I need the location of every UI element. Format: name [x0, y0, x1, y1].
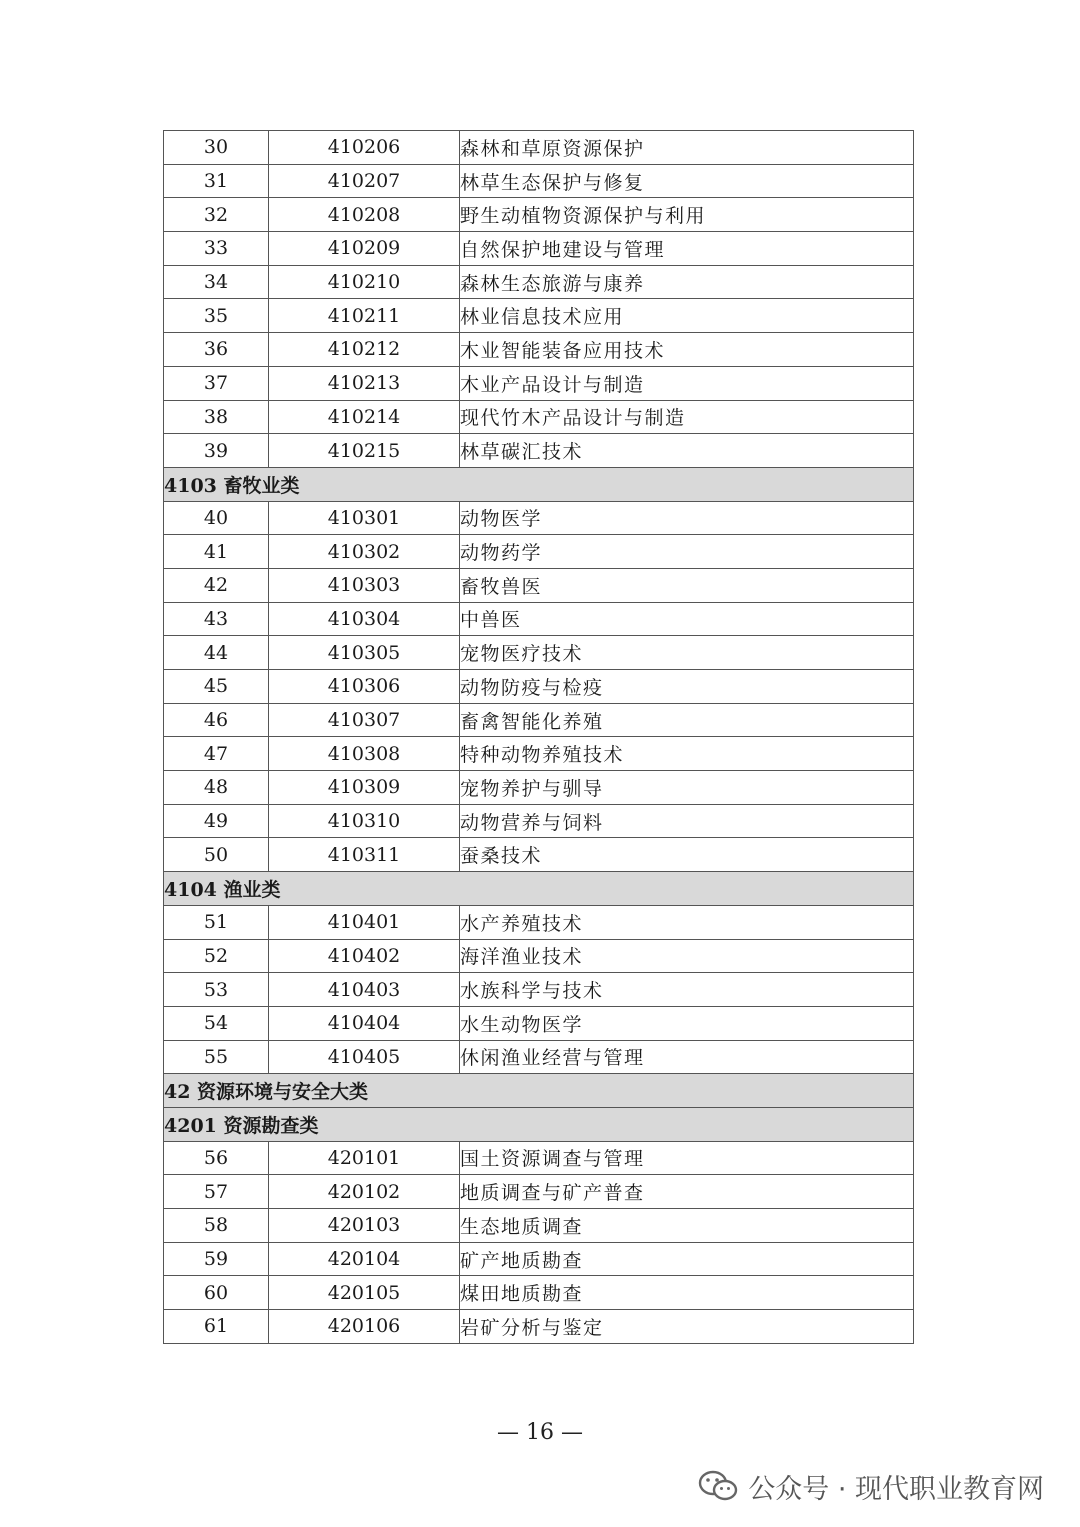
- name-cell: 现代竹木产品设计与制造: [460, 400, 914, 434]
- seq-cell: 42: [164, 568, 269, 602]
- wechat-icon: [698, 1469, 738, 1503]
- name-cell: 林业信息技术应用: [460, 299, 914, 333]
- watermark-text: 公众号 · 现代职业教育网: [748, 1473, 1044, 1505]
- table-row: [164, 670, 914, 704]
- name-cell: 休闲渔业经营与管理: [460, 1040, 914, 1074]
- seq-cell: 61: [164, 1310, 269, 1344]
- category-label: 4104 渔业类: [164, 872, 914, 906]
- seq-cell: 38: [164, 400, 269, 434]
- code-cell: 420103: [269, 1209, 460, 1243]
- category-label: 4103 畜牧业类: [164, 467, 914, 501]
- category-major-header: [164, 1074, 914, 1108]
- code-cell: 420105: [269, 1276, 460, 1310]
- code-cell: 410302: [269, 535, 460, 569]
- seq-cell: 50: [164, 838, 269, 872]
- code-cell: 410305: [269, 636, 460, 670]
- seq-cell: 41: [164, 535, 269, 569]
- table-row: [164, 131, 914, 165]
- code-cell: 410307: [269, 703, 460, 737]
- table-row: [164, 1175, 914, 1209]
- table-row: [164, 366, 914, 400]
- seq-cell: 30: [164, 131, 269, 165]
- code-cell: 420104: [269, 1242, 460, 1276]
- table-row: [164, 737, 914, 771]
- seq-cell: 34: [164, 265, 269, 299]
- name-cell: 宠物医疗技术: [460, 636, 914, 670]
- code-cell: 410402: [269, 939, 460, 973]
- seq-cell: 39: [164, 434, 269, 468]
- code-cell: 410405: [269, 1040, 460, 1074]
- name-cell: 野生动植物资源保护与利用: [460, 198, 914, 232]
- table-row: [164, 703, 914, 737]
- seq-cell: 33: [164, 232, 269, 266]
- table-row: [164, 400, 914, 434]
- code-cell: 410311: [269, 838, 460, 872]
- name-cell: 中兽医: [460, 602, 914, 636]
- name-cell: 岩矿分析与鉴定: [460, 1310, 914, 1344]
- name-cell: 畜禽智能化养殖: [460, 703, 914, 737]
- name-cell: 国土资源调查与管理: [460, 1141, 914, 1175]
- table-row: [164, 299, 914, 333]
- table-row: [164, 568, 914, 602]
- name-cell: 煤田地质勘查: [460, 1276, 914, 1310]
- table-row: [164, 804, 914, 838]
- table-row: [164, 636, 914, 670]
- name-cell: 水族科学与技术: [460, 973, 914, 1007]
- name-cell: 矿产地质勘查: [460, 1242, 914, 1276]
- name-cell: 木业智能装备应用技术: [460, 333, 914, 367]
- code-cell: 410208: [269, 198, 460, 232]
- code-cell: 410309: [269, 771, 460, 805]
- category-label: 42 资源环境与安全大类: [164, 1074, 914, 1108]
- seq-cell: 60: [164, 1276, 269, 1310]
- seq-cell: 53: [164, 973, 269, 1007]
- code-cell: 410301: [269, 501, 460, 535]
- table-row: [164, 771, 914, 805]
- name-cell: 森林生态旅游与康养: [460, 265, 914, 299]
- page-number: — 16 —: [497, 1420, 583, 1445]
- seq-cell: 56: [164, 1141, 269, 1175]
- seq-cell: 57: [164, 1175, 269, 1209]
- code-cell: 410206: [269, 131, 460, 165]
- code-cell: 420106: [269, 1310, 460, 1344]
- seq-cell: 52: [164, 939, 269, 973]
- table-row: [164, 434, 914, 468]
- name-cell: 动物营养与饲料: [460, 804, 914, 838]
- code-cell: 410304: [269, 602, 460, 636]
- code-cell: 410308: [269, 737, 460, 771]
- table-row: [164, 973, 914, 1007]
- code-cell: 410303: [269, 568, 460, 602]
- category-label: 4201 资源勘查类: [164, 1107, 914, 1141]
- code-cell: 410211: [269, 299, 460, 333]
- table-row: [164, 164, 914, 198]
- seq-cell: 37: [164, 366, 269, 400]
- table-row: [164, 602, 914, 636]
- table-row: [164, 1310, 914, 1344]
- code-cell: 410404: [269, 1006, 460, 1040]
- table-row: [164, 232, 914, 266]
- name-cell: 生态地质调查: [460, 1209, 914, 1243]
- code-cell: 410212: [269, 333, 460, 367]
- seq-cell: 35: [164, 299, 269, 333]
- code-cell: 410210: [269, 265, 460, 299]
- seq-cell: 31: [164, 164, 269, 198]
- seq-cell: 49: [164, 804, 269, 838]
- name-cell: 动物药学: [460, 535, 914, 569]
- seq-cell: 51: [164, 905, 269, 939]
- name-cell: 动物医学: [460, 501, 914, 535]
- code-cell: 420102: [269, 1175, 460, 1209]
- table-row: [164, 1040, 914, 1074]
- name-cell: 动物防疫与检疫: [460, 670, 914, 704]
- code-cell: 420101: [269, 1141, 460, 1175]
- code-cell: 410403: [269, 973, 460, 1007]
- table-row: [164, 838, 914, 872]
- table-row: [164, 535, 914, 569]
- code-cell: 410209: [269, 232, 460, 266]
- name-cell: 海洋渔业技术: [460, 939, 914, 973]
- name-cell: 畜牧兽医: [460, 568, 914, 602]
- seq-cell: 58: [164, 1209, 269, 1243]
- table-row: [164, 1276, 914, 1310]
- table-row: [164, 198, 914, 232]
- table-row: [164, 501, 914, 535]
- name-cell: 蚕桑技术: [460, 838, 914, 872]
- category-header: [164, 467, 914, 501]
- code-cell: 410207: [269, 164, 460, 198]
- name-cell: 水生动物医学: [460, 1006, 914, 1040]
- seq-cell: 54: [164, 1006, 269, 1040]
- category-header: [164, 1107, 914, 1141]
- seq-cell: 48: [164, 771, 269, 805]
- table-row: [164, 1209, 914, 1243]
- name-cell: 水产养殖技术: [460, 905, 914, 939]
- code-cell: 410213: [269, 366, 460, 400]
- name-cell: 地质调查与矿产普查: [460, 1175, 914, 1209]
- category-header: [164, 872, 914, 906]
- name-cell: 自然保护地建设与管理: [460, 232, 914, 266]
- table-row: [164, 1242, 914, 1276]
- code-cell: 410214: [269, 400, 460, 434]
- seq-cell: 44: [164, 636, 269, 670]
- table-row: [164, 333, 914, 367]
- seq-cell: 36: [164, 333, 269, 367]
- seq-cell: 32: [164, 198, 269, 232]
- code-cell: 410401: [269, 905, 460, 939]
- seq-cell: 40: [164, 501, 269, 535]
- name-cell: 林草碳汇技术: [460, 434, 914, 468]
- table-row: [164, 1141, 914, 1175]
- code-cell: 410306: [269, 670, 460, 704]
- seq-cell: 43: [164, 602, 269, 636]
- seq-cell: 59: [164, 1242, 269, 1276]
- name-cell: 宠物养护与驯导: [460, 771, 914, 805]
- name-cell: 木业产品设计与制造: [460, 366, 914, 400]
- table-row: [164, 939, 914, 973]
- seq-cell: 45: [164, 670, 269, 704]
- table-row: [164, 265, 914, 299]
- table-row: [164, 905, 914, 939]
- seq-cell: 47: [164, 737, 269, 771]
- seq-cell: 55: [164, 1040, 269, 1074]
- seq-cell: 46: [164, 703, 269, 737]
- table-row: [164, 1006, 914, 1040]
- code-cell: 410215: [269, 434, 460, 468]
- name-cell: 森林和草原资源保护: [460, 131, 914, 165]
- code-cell: 410310: [269, 804, 460, 838]
- name-cell: 林草生态保护与修复: [460, 164, 914, 198]
- name-cell: 特种动物养殖技术: [460, 737, 914, 771]
- watermark: [698, 1466, 1044, 1506]
- major-catalog-table: [163, 130, 914, 1344]
